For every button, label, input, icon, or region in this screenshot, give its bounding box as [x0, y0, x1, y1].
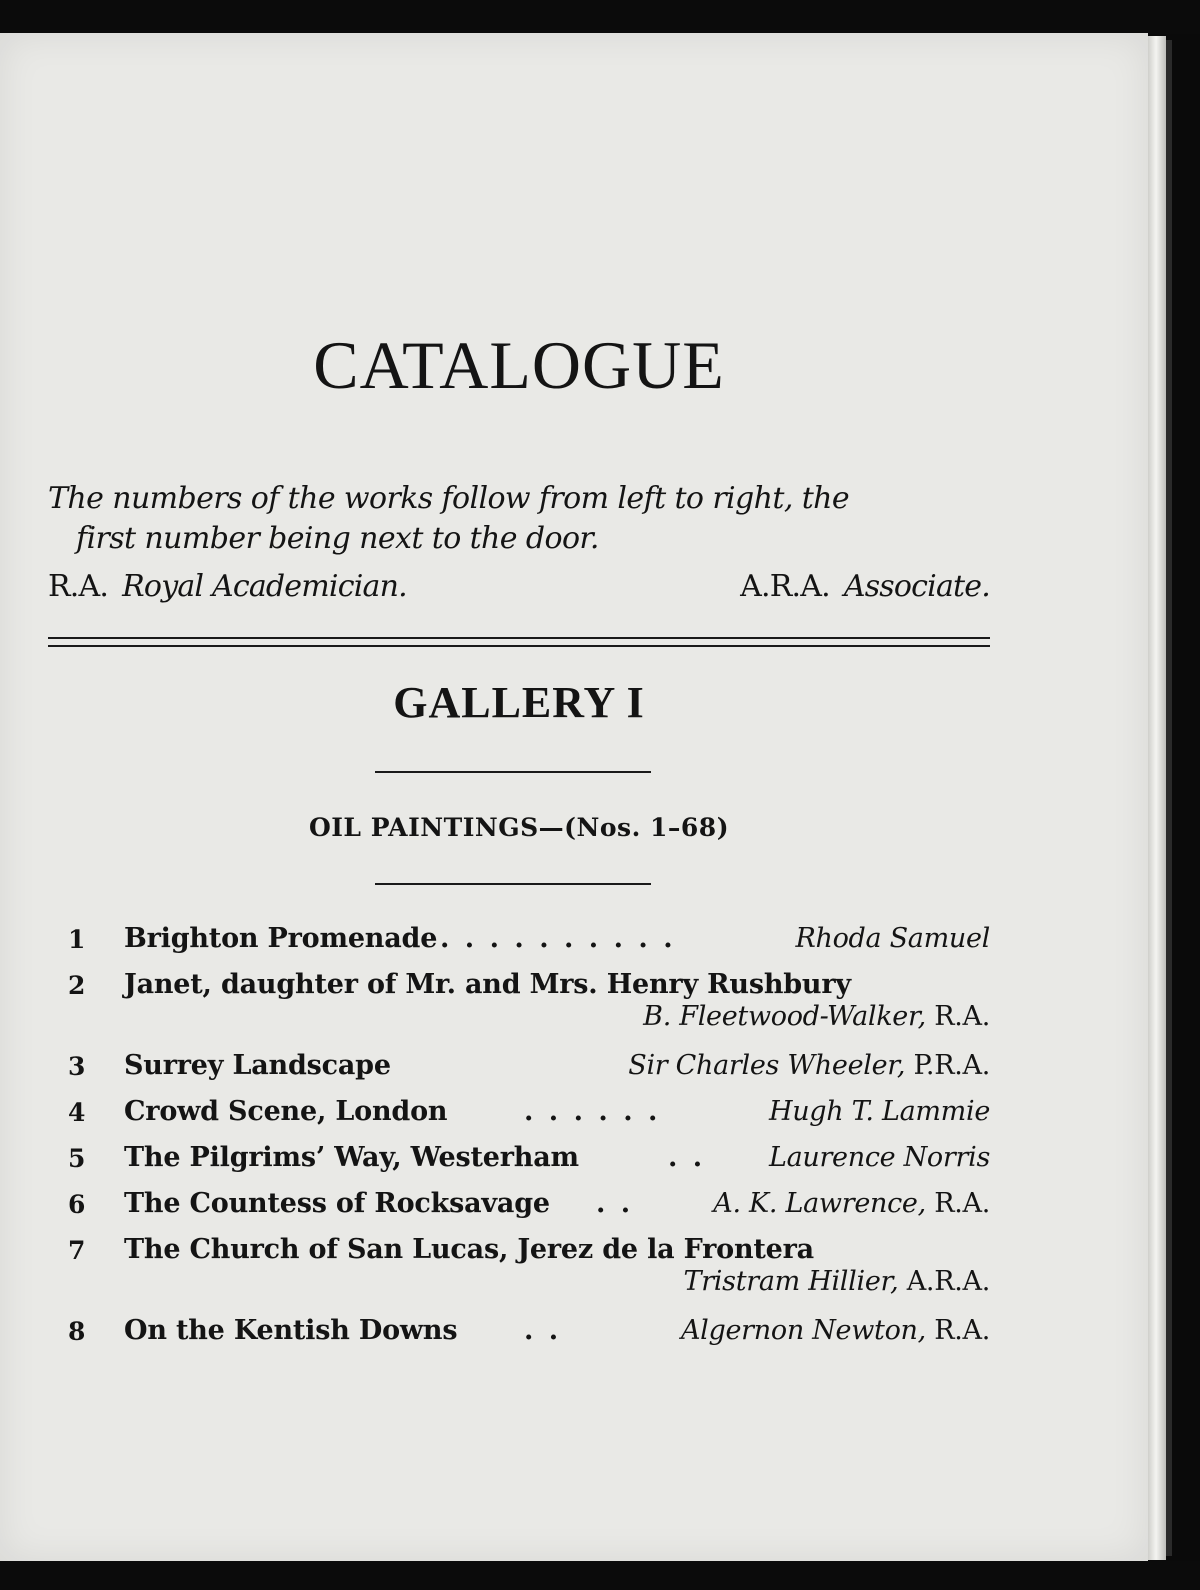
artist-rank: A.R.A.: [906, 1266, 990, 1297]
leader-dots: . .: [668, 1142, 706, 1173]
numbering-note-line-2: first number being next to the door.: [76, 521, 599, 556]
artist-name: Laurence Norris: [768, 1142, 990, 1173]
leader-dots: . .: [596, 1188, 634, 1219]
entry-title: Brighton Promenade: [124, 923, 438, 954]
list-item: [48, 1050, 990, 1096]
entry-artist: [681, 1315, 990, 1346]
artist-name: Rhoda Samuel: [795, 923, 990, 954]
artist-rank: R.A.: [934, 1188, 990, 1219]
gallery-heading: GALLERY I: [393, 678, 645, 727]
list-item: [48, 923, 990, 969]
entry-title: The Church of San Lucas, Jerez de la Frontera: [124, 1234, 814, 1265]
page-stack-shadow: [1166, 40, 1172, 1556]
entry-number: 2: [68, 971, 86, 1000]
entry-title: Crowd Scene, London: [124, 1096, 448, 1127]
entry-artist: [769, 1096, 990, 1127]
entry-title: The Countess of Rocksavage: [124, 1188, 550, 1219]
entry-artist: [713, 1188, 990, 1219]
artist-name: Algernon Newton,: [680, 1315, 926, 1346]
entry-title: The Pilgrims’ Way, Westerham: [124, 1142, 579, 1173]
entry-number: 1: [68, 925, 86, 954]
short-rule-upper: [375, 771, 651, 773]
abbrev-ara-meaning: Associate.: [843, 569, 990, 604]
page-stack-edge: [1148, 36, 1166, 1560]
artist-name: Hugh T. Lammie: [768, 1096, 990, 1127]
entry-number: 8: [68, 1317, 86, 1346]
page-title: CATALOGUE: [313, 327, 725, 403]
abbrev-ra-meaning: Royal Academician.: [122, 569, 407, 604]
photo-border-top: [0, 0, 1200, 34]
abbreviation-key: [48, 569, 990, 609]
entry-artist: [683, 1266, 990, 1297]
artist-name: B. Fleetwood-Walker,: [643, 1001, 926, 1032]
photo-border-bottom: [0, 1561, 1200, 1590]
entry-number: 6: [68, 1190, 86, 1219]
artist-name: A. K. Lawrence,: [713, 1188, 926, 1219]
section-heading: OIL PAINTINGS—(Nos. 1–68): [308, 813, 730, 842]
leader-dots: . . . . . .: [524, 1096, 661, 1127]
abbrev-ra-code: R.A.: [48, 569, 109, 604]
entry-list: [48, 923, 990, 1361]
entry-number: 5: [68, 1144, 86, 1173]
artist-name: Sir Charles Wheeler,: [628, 1050, 906, 1081]
entry-title: Janet, daughter of Mr. and Mrs. Henry Rushbury: [124, 969, 851, 1000]
catalogue-page: [0, 33, 1148, 1561]
list-item: [48, 1315, 990, 1361]
abbrev-ra: [48, 569, 407, 604]
leader-dots: . . . . . . . . . .: [440, 923, 676, 954]
artist-rank: R.A.: [934, 1001, 990, 1032]
list-item: [48, 1234, 990, 1315]
abbrev-ara: [740, 569, 990, 604]
abbrev-ara-code: A.R.A.: [740, 569, 830, 604]
artist-rank: R.A.: [934, 1315, 990, 1346]
numbering-note: [48, 479, 990, 559]
artist-name: Tristram Hillier,: [683, 1266, 899, 1297]
list-item: [48, 1188, 990, 1234]
entry-artist: [628, 1050, 990, 1081]
short-rule-lower: [375, 883, 651, 885]
double-rule-divider: [48, 637, 990, 647]
list-item: [48, 1142, 990, 1188]
entry-number: 3: [68, 1052, 86, 1081]
entry-artist: [795, 923, 990, 954]
numbering-note-line-1: The numbers of the works follow from left to right, the: [48, 481, 850, 516]
entry-artist: [643, 1001, 990, 1032]
entry-title: On the Kentish Downs: [124, 1315, 458, 1346]
leader-dots: . .: [524, 1315, 562, 1346]
artist-rank: P.R.A.: [913, 1050, 990, 1081]
entry-artist: [769, 1142, 990, 1173]
list-item: [48, 969, 990, 1050]
entry-number: 7: [68, 1236, 86, 1265]
list-item: [48, 1096, 990, 1142]
entry-number: 4: [68, 1098, 86, 1127]
entry-title: Surrey Landscape: [124, 1050, 391, 1081]
